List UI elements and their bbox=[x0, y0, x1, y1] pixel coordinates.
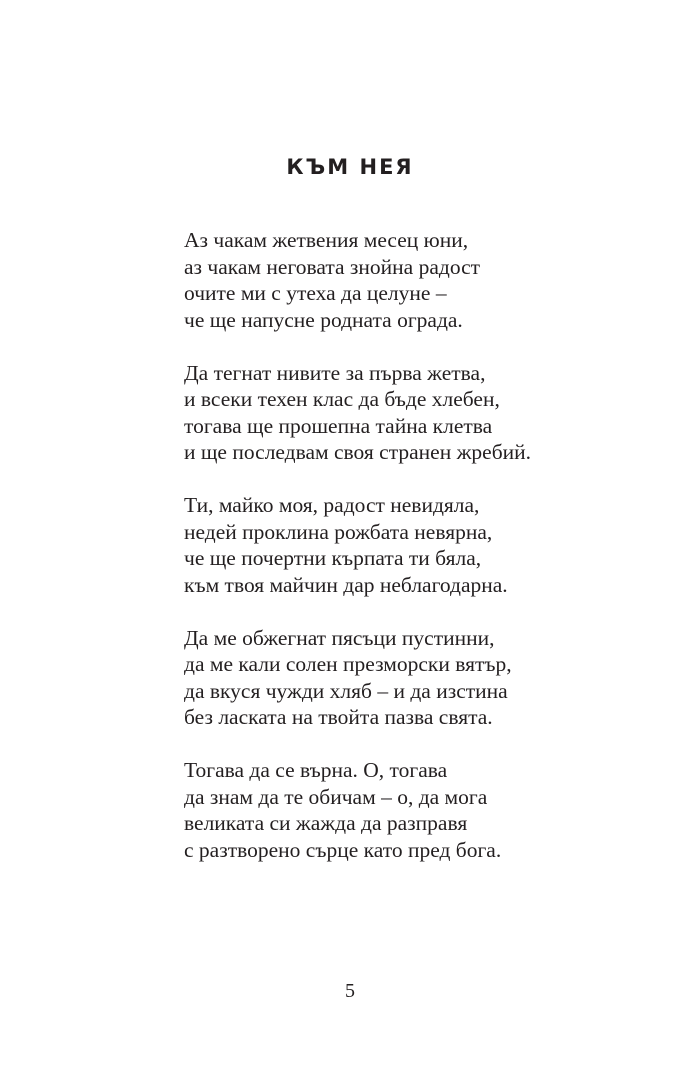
poem-line: Да тегнат нивите за първа жетва, bbox=[184, 360, 486, 385]
poem-line: Ти, майко моя, радост невидяла, bbox=[184, 493, 480, 517]
poem-line: да вкуся чужди хляб – и да изстина bbox=[184, 678, 508, 703]
poem-line: към твоя майчин дар неблагодарна. bbox=[184, 572, 508, 597]
poem-line: и всеки техен клас да бъде хлебен, bbox=[184, 387, 500, 411]
poem-line: аз чакам неговата знойна радост bbox=[184, 254, 481, 279]
stanza-2 bbox=[184, 360, 604, 466]
poem-line: недей проклина рожбата невярна, bbox=[184, 519, 493, 544]
poem-line: Да ме обжегнат пясъци пустинни, bbox=[184, 625, 495, 650]
stanza-5 bbox=[184, 757, 604, 863]
poem-line: да знам да те обичам – о, да мога bbox=[184, 784, 488, 809]
poem-line: великата си жажда да разправя bbox=[184, 811, 468, 835]
poem-line: че ще напусне родната ограда. bbox=[184, 307, 463, 332]
stanza-4 bbox=[184, 625, 604, 731]
poem-line: и ще последвам своя странен жребий. bbox=[184, 440, 532, 464]
poem-body bbox=[184, 227, 604, 863]
poem-line: Аз чакам жетвения месец юни, bbox=[184, 228, 469, 252]
poem-line: с разтворено сърце като пред бога. bbox=[184, 837, 502, 862]
poem-line: че ще почертни кърпата ти бяла, bbox=[184, 546, 482, 570]
poem-line: да ме кали солен презморски вятър, bbox=[184, 652, 512, 676]
stanza-1 bbox=[184, 227, 604, 333]
poem-line: Тогава да се върна. О, тогава bbox=[184, 758, 448, 782]
poem-title: КЪМ НЕЯ bbox=[286, 155, 414, 179]
page-number: 5 bbox=[345, 980, 355, 1002]
poem-line: без ласката на твойта пазва свята. bbox=[184, 705, 493, 729]
stanza-3 bbox=[184, 492, 604, 598]
poem-line: тогава ще прошепна тайна клетва bbox=[184, 413, 493, 438]
poem-line: очите ми с утеха да целуне – bbox=[184, 281, 447, 305]
